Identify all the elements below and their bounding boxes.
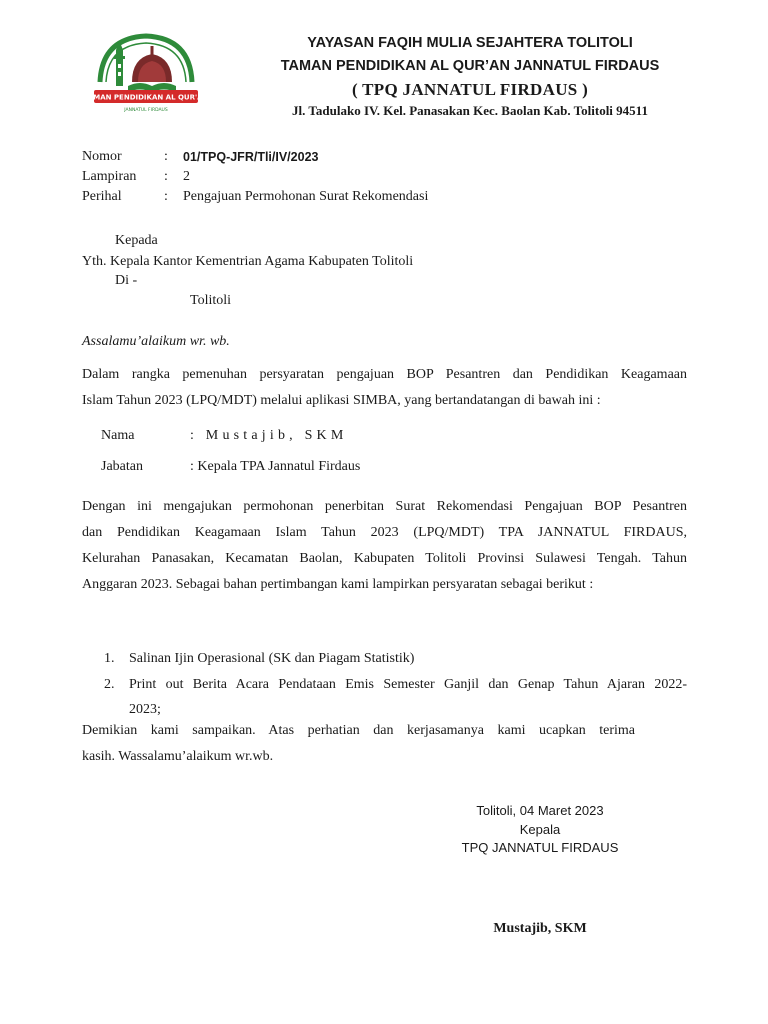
letter-subject: Pengajuan Permohonan Surat Rekomendasi — [183, 189, 429, 204]
recipient-kepada: Kepada — [115, 233, 158, 248]
list-item — [82, 672, 687, 722]
position-label: Jabatan — [101, 459, 143, 474]
list-item-text: Print out Berita Acara Pendataan Emis Semester Ganjil dan Genap Tahun Ajaran 2022- — [129, 677, 687, 692]
svg-text:JANNATUL FIRDAUS: JANNATUL FIRDAUS — [124, 108, 168, 113]
closing-paragraph — [82, 718, 635, 770]
paragraph-line: Dalam rangka pemenuhan persyaratan pengajuan BOP Pesantren dan Pendidikan Keagamaan — [82, 367, 687, 382]
recipient-name: Yth. Kepala Kantor Kementrian Agama Kabupaten Tolitoli — [82, 254, 414, 269]
paragraph-line: Islam Tahun 2023 (LPQ/MDT) melalui aplikasi SIMBA, yang bertandatangan di bawah ini : — [82, 393, 601, 408]
meta-label: Lampiran — [82, 169, 137, 184]
list-item-text: Salinan Ijin Operasional (SK dan Piagam Statistik) — [129, 651, 415, 666]
list-item-number: 1. — [104, 651, 115, 666]
recipient-di: Di - — [115, 273, 138, 288]
paragraph-line: Dengan ini mengajukan permohonan penerbitan Surat Rekomendasi Pengajuan BOP Pesantren — [82, 499, 687, 514]
place-date: Tolitoli, 04 Maret 2023 — [476, 803, 604, 818]
list-item-text: 2023; — [129, 702, 161, 717]
paragraph-line: Demikian kami sampaikan. Atas perhatian dan kerjasamanya kami ucapkan terima — [82, 723, 635, 738]
meta-colon: : — [164, 169, 168, 184]
meta-label: Perihal — [82, 189, 122, 204]
school-name: TAMAN PENDIDIKAN AL QUR’AN JANNATUL FIRDAUS — [280, 58, 660, 74]
attachment-list — [82, 646, 687, 722]
meta-label: Nomor — [82, 149, 122, 164]
letter-number: 01/TPQ-JFR/Tli/IV/2023 — [183, 150, 319, 164]
paragraph-line: Anggaran 2023. Sebagai bahan pertimbangan kami lampirkan persyaratan sebagai berikut : — [82, 577, 594, 592]
position-value: : Kepala TPA Jannatul Firdaus — [190, 459, 361, 474]
school-address: Jl. Tadulako IV. Kel. Panasakan Kec. Baolan Kab. Tolitoli 94511 — [292, 103, 648, 118]
recipient-city: Tolitoli — [190, 293, 232, 308]
meta-colon: : — [164, 189, 168, 204]
paragraph-line: dan Pendidikan Keagamaan Islam Tahun 2023 (LPQ/MDT) TPA JANNATUL FIRDAUS, — [82, 525, 687, 540]
school-logo — [83, 30, 209, 116]
meta-colon: : — [164, 149, 168, 164]
name-value: : Mustajib, SKM — [190, 428, 348, 443]
signatory-organization: TPQ JANNATUL FIRDAUS — [461, 840, 619, 855]
paragraph-line: Kelurahan Panasakan, Kecamatan Baolan, Kabupaten Tolitoli Provinsi Sulawesi Tengah. Tahun — [82, 551, 687, 566]
name-label: Nama — [101, 428, 135, 443]
salutation: Assalamu’alaikum wr. wb. — [82, 334, 230, 349]
list-item — [82, 646, 687, 671]
paragraph-line: kasih. Wassalamu’alaikum wr.wb. — [82, 749, 274, 764]
tpq-name: ( TPQ JANNATUL FIRDAUS ) — [351, 80, 589, 99]
opening-paragraph — [82, 362, 687, 414]
request-paragraph — [82, 494, 687, 598]
signatory-title: Kepala — [519, 822, 561, 837]
svg-text:TAMAN PENDIDIKAN AL QUR'AN: TAMAN PENDIDIKAN AL QUR'AN — [83, 93, 209, 102]
signatory-name: Mustajib, SKM — [493, 921, 587, 936]
foundation-name: YAYASAN FAQIH MULIA SEJAHTERA TOLITOLI — [307, 35, 633, 51]
attachment-count: 2 — [183, 169, 190, 184]
list-item-number: 2. — [104, 677, 115, 692]
